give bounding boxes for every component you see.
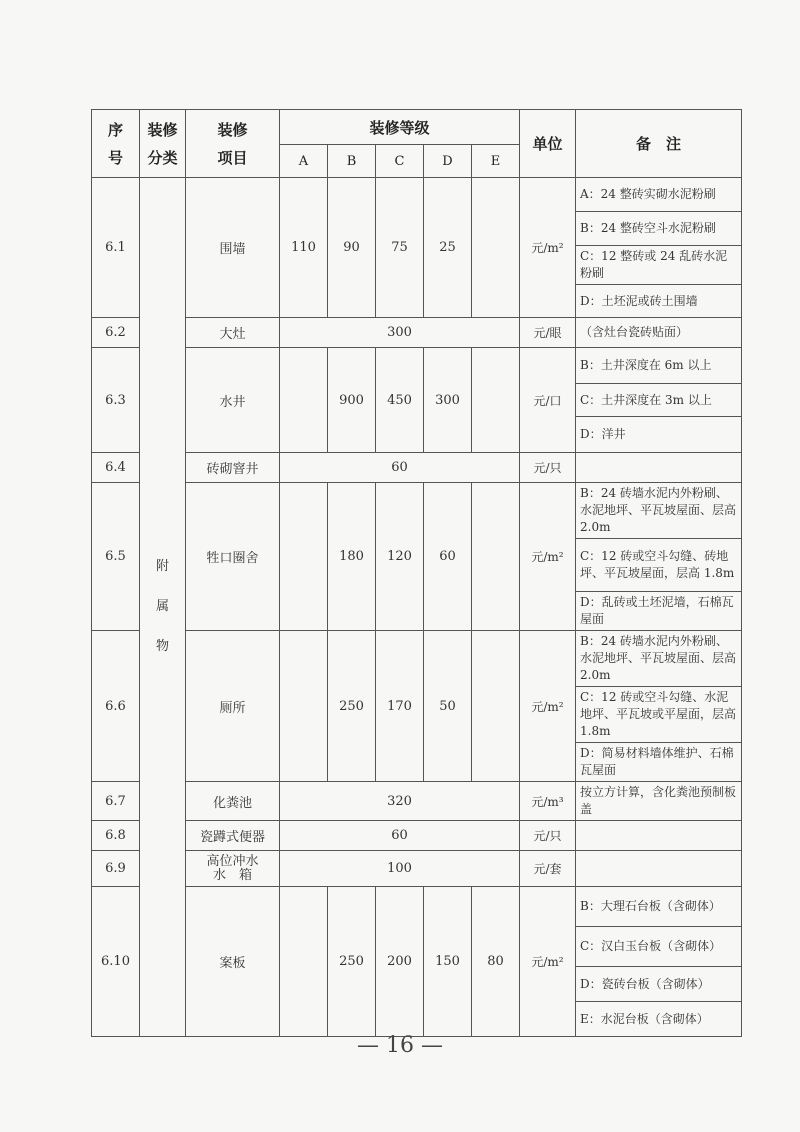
row-no: 6.5 <box>92 483 140 631</box>
row-no: 6.3 <box>92 348 140 453</box>
row-item: 牲口圈舍 <box>186 483 280 631</box>
row-unit: 元/m² <box>520 887 576 1037</box>
value-b: 250 <box>328 631 376 782</box>
grade-d: D <box>424 145 472 178</box>
table-row <box>92 483 742 539</box>
value-b: 180 <box>328 483 376 631</box>
value-a: 110 <box>280 178 328 318</box>
header-remark: 备 注 <box>576 110 742 178</box>
table-row <box>92 348 742 384</box>
value-a <box>280 483 328 631</box>
header-item: 装修 项目 <box>186 110 280 178</box>
table-row <box>92 851 742 887</box>
row-no: 6.10 <box>92 887 140 1037</box>
row-unit: 元/只 <box>520 821 576 851</box>
value-e <box>472 178 520 318</box>
value-c: 170 <box>376 631 424 782</box>
remark: E：水泥台板（含砌体） <box>576 1002 742 1037</box>
grade-c: C <box>376 145 424 178</box>
row-no: 6.2 <box>92 318 140 348</box>
remark: （含灶台瓷砖贴面） <box>576 318 742 348</box>
table-row <box>92 318 742 348</box>
row-no: 6.6 <box>92 631 140 782</box>
table-row <box>92 782 742 821</box>
row-no: 6.8 <box>92 821 140 851</box>
row-unit: 元/m² <box>520 178 576 318</box>
value-merged: 320 <box>280 782 520 821</box>
value-d: 150 <box>424 887 472 1037</box>
value-b: 250 <box>328 887 376 1037</box>
row-item: 水井 <box>186 348 280 453</box>
row-item: 砖砌窨井 <box>186 453 280 483</box>
row-unit: 元/m³ <box>520 782 576 821</box>
row-no: 6.7 <box>92 782 140 821</box>
row-item: 大灶 <box>186 318 280 348</box>
remark <box>576 821 742 851</box>
row-unit: 元/眼 <box>520 318 576 348</box>
grade-b: B <box>328 145 376 178</box>
remark: B：24 砖墙水泥内外粉刷、水泥地坪、平瓦坡屋面、层高 2.0m <box>576 631 742 687</box>
remark: B：土井深度在 6m 以上 <box>576 348 742 384</box>
value-b: 900 <box>328 348 376 453</box>
table-row <box>92 631 742 687</box>
row-item: 厕所 <box>186 631 280 782</box>
remark: C：汉白玉台板（含砌体） <box>576 927 742 967</box>
header-category: 装修 分类 <box>140 110 186 178</box>
page-number: — 16 — <box>357 1033 443 1058</box>
value-d: 300 <box>424 348 472 453</box>
header-unit: 单位 <box>520 110 576 178</box>
row-unit: 元/m² <box>520 483 576 631</box>
value-merged: 100 <box>280 851 520 887</box>
row-unit: 元/m² <box>520 631 576 782</box>
grade-e: E <box>472 145 520 178</box>
table-row <box>92 887 742 927</box>
row-item: 围墙 <box>186 178 280 318</box>
remark <box>576 851 742 887</box>
value-merged: 300 <box>280 318 520 348</box>
value-c: 120 <box>376 483 424 631</box>
header-grade: 装修等级 <box>280 110 520 145</box>
value-d: 60 <box>424 483 472 631</box>
row-item: 高位冲水 水 箱 <box>186 851 280 887</box>
remark: D：洋井 <box>576 417 742 453</box>
value-e <box>472 348 520 453</box>
value-c: 200 <box>376 887 424 1037</box>
row-item: 瓷蹲式便器 <box>186 821 280 851</box>
value-c: 450 <box>376 348 424 453</box>
remark: D：土坯泥或砖土围墙 <box>576 285 742 318</box>
remark: D：乱砖或土坯泥墙，石棉瓦屋面 <box>576 592 742 631</box>
value-e <box>472 631 520 782</box>
row-item: 化粪池 <box>186 782 280 821</box>
remark: D：简易材料墙体维护、石棉瓦屋面 <box>576 743 742 782</box>
row-no: 6.1 <box>92 178 140 318</box>
header-no: 序 号 <box>92 110 140 178</box>
remark <box>576 453 742 483</box>
remark: C：12 整砖或 24 乱砖水泥粉刷 <box>576 246 742 285</box>
remark: D：瓷砖台板（含砌体） <box>576 967 742 1002</box>
value-d: 50 <box>424 631 472 782</box>
value-e <box>472 483 520 631</box>
remark: B：24 整砖空斗水泥粉刷 <box>576 212 742 246</box>
remark: B：大理石台板（含砌体） <box>576 887 742 927</box>
value-a <box>280 348 328 453</box>
value-merged: 60 <box>280 453 520 483</box>
row-unit: 元/只 <box>520 453 576 483</box>
row-no: 6.4 <box>92 453 140 483</box>
remark: B：24 砖墙水泥内外粉刷、水泥地坪、平瓦坡屋面、层高 2.0m <box>576 483 742 539</box>
header-row-1 <box>92 110 742 145</box>
row-unit: 元/口 <box>520 348 576 453</box>
remark: A：24 整砖实砌水泥粉刷 <box>576 178 742 212</box>
value-d: 25 <box>424 178 472 318</box>
category-cell: 附 属 物 <box>140 178 186 1037</box>
value-a <box>280 887 328 1037</box>
remark: C：土井深度在 3m 以上 <box>576 384 742 417</box>
table-row <box>92 178 742 212</box>
row-no: 6.9 <box>92 851 140 887</box>
remark: 按立方计算，含化粪池预制板盖 <box>576 782 742 821</box>
row-item: 案板 <box>186 887 280 1037</box>
value-a <box>280 631 328 782</box>
value-c: 75 <box>376 178 424 318</box>
value-merged: 60 <box>280 821 520 851</box>
value-e: 80 <box>472 887 520 1037</box>
remark: C：12 砖或空斗勾缝、砖地坪、平瓦坡屋面，层高 1.8m <box>576 539 742 592</box>
fee-table <box>91 109 742 1037</box>
value-b: 90 <box>328 178 376 318</box>
table-row <box>92 453 742 483</box>
remark: C：12 砖或空斗勾缝、水泥地坪、平瓦坡或平屋面，层高 1.8m <box>576 687 742 743</box>
grade-a: A <box>280 145 328 178</box>
row-unit: 元/套 <box>520 851 576 887</box>
table-row <box>92 821 742 851</box>
